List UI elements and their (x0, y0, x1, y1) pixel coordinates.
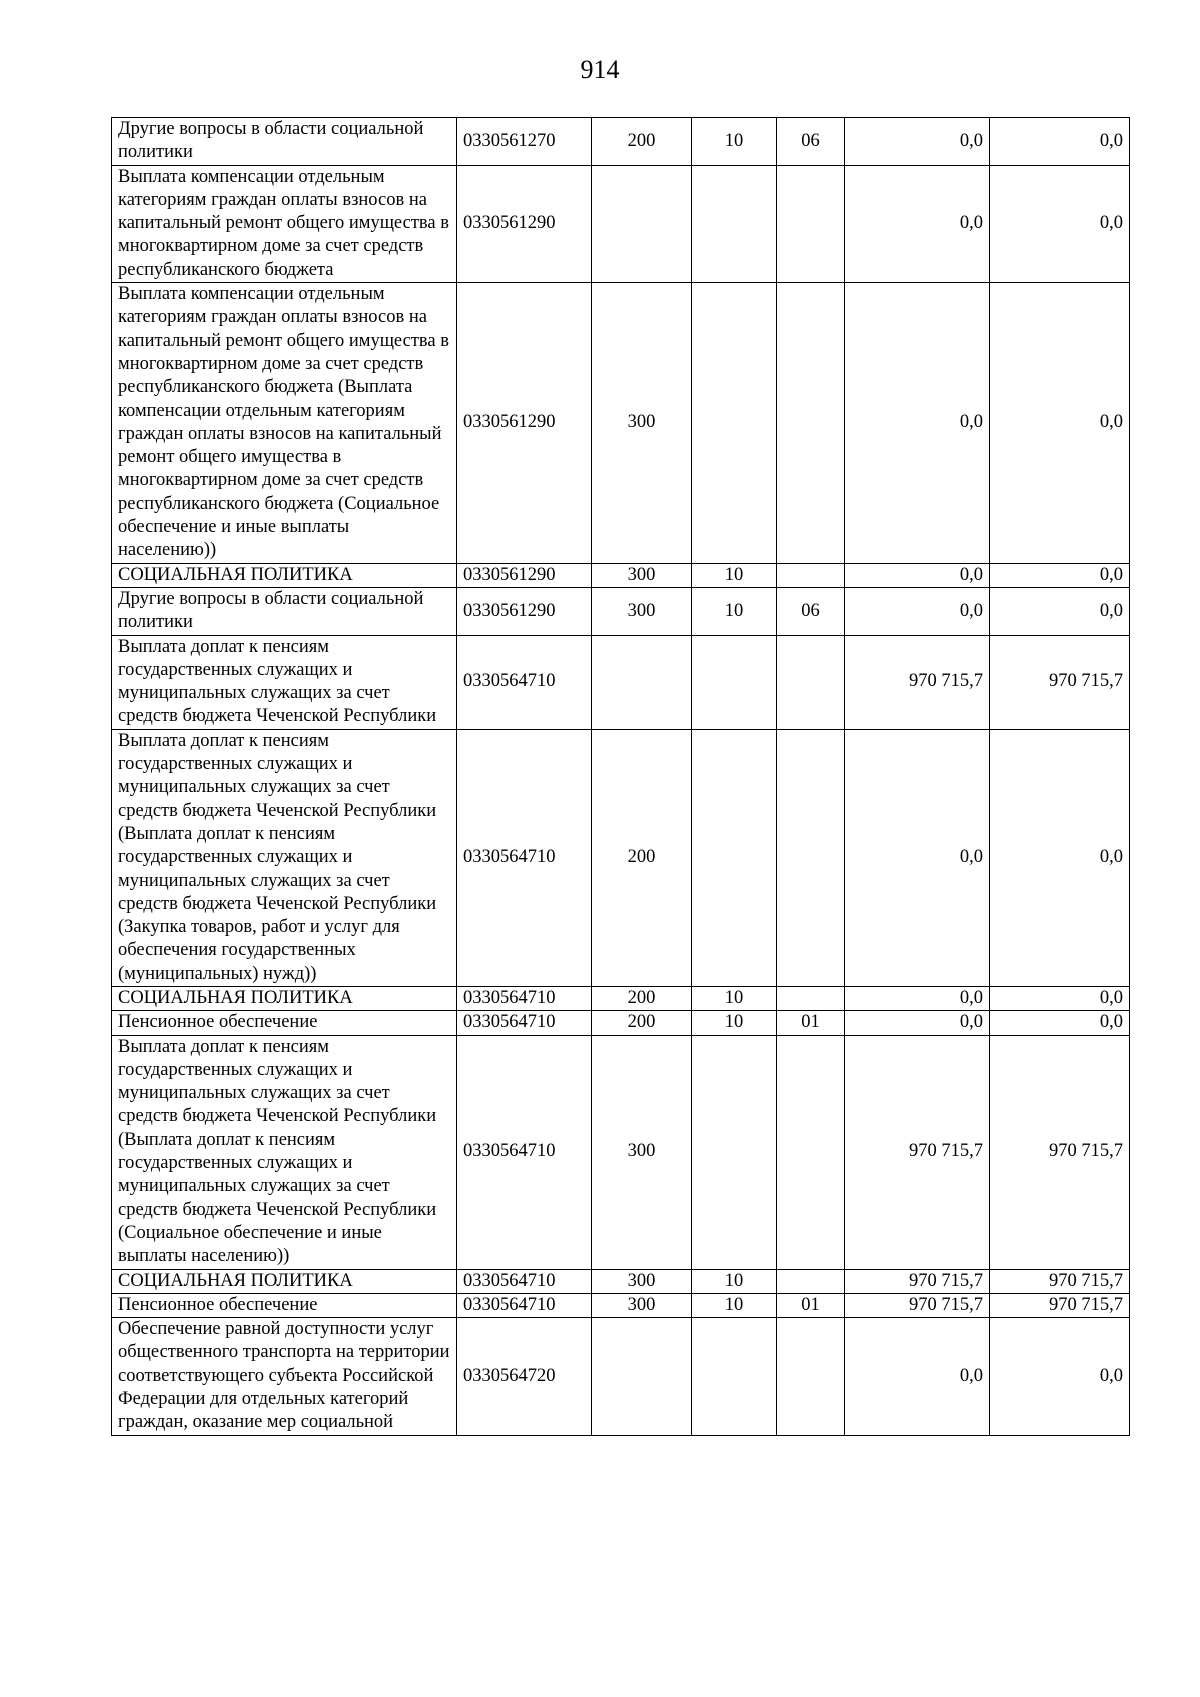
table-row (112, 1035, 1130, 1269)
amount-cell-2: 970 715,7 (990, 1035, 1130, 1269)
amount-cell-1: 0,0 (845, 986, 990, 1010)
row-name-cell: Другие вопросы в области социальной политики (112, 118, 457, 166)
target-article-cell: 0330561290 (457, 587, 592, 635)
target-article-cell: 0330564710 (457, 729, 592, 986)
target-article-cell: 0330561290 (457, 283, 592, 564)
amount-cell-1: 0,0 (845, 1011, 990, 1035)
row-name-cell: Выплата компенсации отдельным категориям граждан оплаты взносов на капитальный ремонт общего имущества в многоквартирном доме за счет средств республиканского бюджета (112, 165, 457, 282)
expense-type-cell (592, 165, 692, 282)
table-row (112, 563, 1130, 587)
subsection-cell: 06 (777, 118, 845, 166)
amount-cell-1: 970 715,7 (845, 1293, 990, 1317)
section-cell: 10 (692, 1269, 777, 1293)
subsection-cell (777, 1035, 845, 1269)
row-name-cell: Выплата доплат к пенсиям государственных служащих и муниципальных служащих за счет средств бюджета Чеченской Республики (Выплата доплат к пенсиям государственных служащих и муниципальных служащих за счет средств бюджета Чеченской Республики (Социальное обеспечение и иные выплаты населению)) (112, 1035, 457, 1269)
amount-cell-2: 0,0 (990, 118, 1130, 166)
subsection-cell (777, 165, 845, 282)
section-cell: 10 (692, 587, 777, 635)
expense-type-cell: 300 (592, 1293, 692, 1317)
expense-type-cell (592, 635, 692, 729)
subsection-cell (777, 986, 845, 1010)
subsection-cell (777, 563, 845, 587)
amount-cell-1: 0,0 (845, 165, 990, 282)
table-row (112, 283, 1130, 564)
subsection-cell: 06 (777, 587, 845, 635)
row-name-cell: Обеспечение равной доступности услуг общественного транспорта на территории соответствующего субъекта Российской Федерации для отдельных категорий граждан, оказание мер социальной (112, 1318, 457, 1435)
table-row (112, 635, 1130, 729)
row-name-cell: Выплата доплат к пенсиям государственных служащих и муниципальных служащих за счет средств бюджета Чеченской Республики (Выплата доплат к пенсиям государственных служащих и муниципальных служащих за счет средств бюджета Чеченской Республики (Закупка товаров, работ и услуг для обеспечения государственных (муниципальных) нужд)) (112, 729, 457, 986)
section-cell (692, 729, 777, 986)
amount-cell-2: 0,0 (990, 587, 1130, 635)
target-article-cell: 0330561270 (457, 118, 592, 166)
amount-cell-1: 0,0 (845, 729, 990, 986)
expense-type-cell: 300 (592, 1035, 692, 1269)
table-row (112, 1011, 1130, 1035)
amount-cell-1: 970 715,7 (845, 635, 990, 729)
target-article-cell: 0330564710 (457, 1269, 592, 1293)
row-name-cell: СОЦИАЛЬНАЯ ПОЛИТИКА (112, 563, 457, 587)
subsection-cell (777, 1318, 845, 1435)
section-cell (692, 1035, 777, 1269)
target-article-cell: 0330564710 (457, 1011, 592, 1035)
row-name-cell: Другие вопросы в области социальной политики (112, 587, 457, 635)
row-name-cell: СОЦИАЛЬНАЯ ПОЛИТИКА (112, 986, 457, 1010)
expense-type-cell: 200 (592, 118, 692, 166)
row-name-cell: Пенсионное обеспечение (112, 1293, 457, 1317)
expense-type-cell: 300 (592, 587, 692, 635)
expense-type-cell: 200 (592, 1011, 692, 1035)
amount-cell-1: 970 715,7 (845, 1269, 990, 1293)
row-name-cell: Выплата компенсации отдельным категориям граждан оплаты взносов на капитальный ремонт общего имущества в многоквартирном доме за счет средств республиканского бюджета (Выплата компенсации отдельным категориям граждан оплаты взносов на капитальный ремонт общего имущества в многоквартирном доме за счет средств республиканского бюджета (Социальное обеспечение и иные выплаты населению)) (112, 283, 457, 564)
amount-cell-1: 0,0 (845, 563, 990, 587)
expense-type-cell: 300 (592, 1269, 692, 1293)
amount-cell-2: 0,0 (990, 729, 1130, 986)
section-cell: 10 (692, 1293, 777, 1317)
table-row (112, 118, 1130, 166)
row-name-cell: СОЦИАЛЬНАЯ ПОЛИТИКА (112, 1269, 457, 1293)
budget-table (111, 117, 1130, 1436)
amount-cell-2: 970 715,7 (990, 635, 1130, 729)
amount-cell-2: 0,0 (990, 165, 1130, 282)
target-article-cell: 0330561290 (457, 563, 592, 587)
table-row (112, 986, 1130, 1010)
expense-type-cell: 200 (592, 986, 692, 1010)
section-cell (692, 165, 777, 282)
subsection-cell (777, 283, 845, 564)
subsection-cell (777, 729, 845, 986)
table-row (112, 587, 1130, 635)
expense-type-cell: 200 (592, 729, 692, 986)
amount-cell-2: 970 715,7 (990, 1269, 1130, 1293)
subsection-cell (777, 635, 845, 729)
amount-cell-2: 0,0 (990, 283, 1130, 564)
amount-cell-1: 0,0 (845, 118, 990, 166)
target-article-cell: 0330564710 (457, 1293, 592, 1317)
target-article-cell: 0330564710 (457, 986, 592, 1010)
table-row (112, 165, 1130, 282)
section-cell (692, 635, 777, 729)
page-number: 914 (580, 55, 620, 84)
section-cell: 10 (692, 986, 777, 1010)
amount-cell-1: 0,0 (845, 1318, 990, 1435)
target-article-cell: 0330561290 (457, 165, 592, 282)
section-cell: 10 (692, 563, 777, 587)
row-name-cell: Пенсионное обеспечение (112, 1011, 457, 1035)
target-article-cell: 0330564710 (457, 635, 592, 729)
amount-cell-1: 970 715,7 (845, 1035, 990, 1269)
expense-type-cell (592, 1318, 692, 1435)
expense-type-cell: 300 (592, 563, 692, 587)
amount-cell-1: 0,0 (845, 283, 990, 564)
table-row (112, 729, 1130, 986)
expense-type-cell: 300 (592, 283, 692, 564)
subsection-cell: 01 (777, 1011, 845, 1035)
subsection-cell: 01 (777, 1293, 845, 1317)
amount-cell-2: 970 715,7 (990, 1293, 1130, 1317)
target-article-cell: 0330564720 (457, 1318, 592, 1435)
table-row (112, 1318, 1130, 1435)
amount-cell-2: 0,0 (990, 986, 1130, 1010)
table-row (112, 1269, 1130, 1293)
section-cell: 10 (692, 118, 777, 166)
amount-cell-2: 0,0 (990, 563, 1130, 587)
section-cell (692, 283, 777, 564)
amount-cell-1: 0,0 (845, 587, 990, 635)
table-row (112, 1293, 1130, 1317)
target-article-cell: 0330564710 (457, 1035, 592, 1269)
section-cell (692, 1318, 777, 1435)
amount-cell-2: 0,0 (990, 1318, 1130, 1435)
subsection-cell (777, 1269, 845, 1293)
section-cell: 10 (692, 1011, 777, 1035)
row-name-cell: Выплата доплат к пенсиям государственных служащих и муниципальных служащих за счет средств бюджета Чеченской Республики (112, 635, 457, 729)
amount-cell-2: 0,0 (990, 1011, 1130, 1035)
